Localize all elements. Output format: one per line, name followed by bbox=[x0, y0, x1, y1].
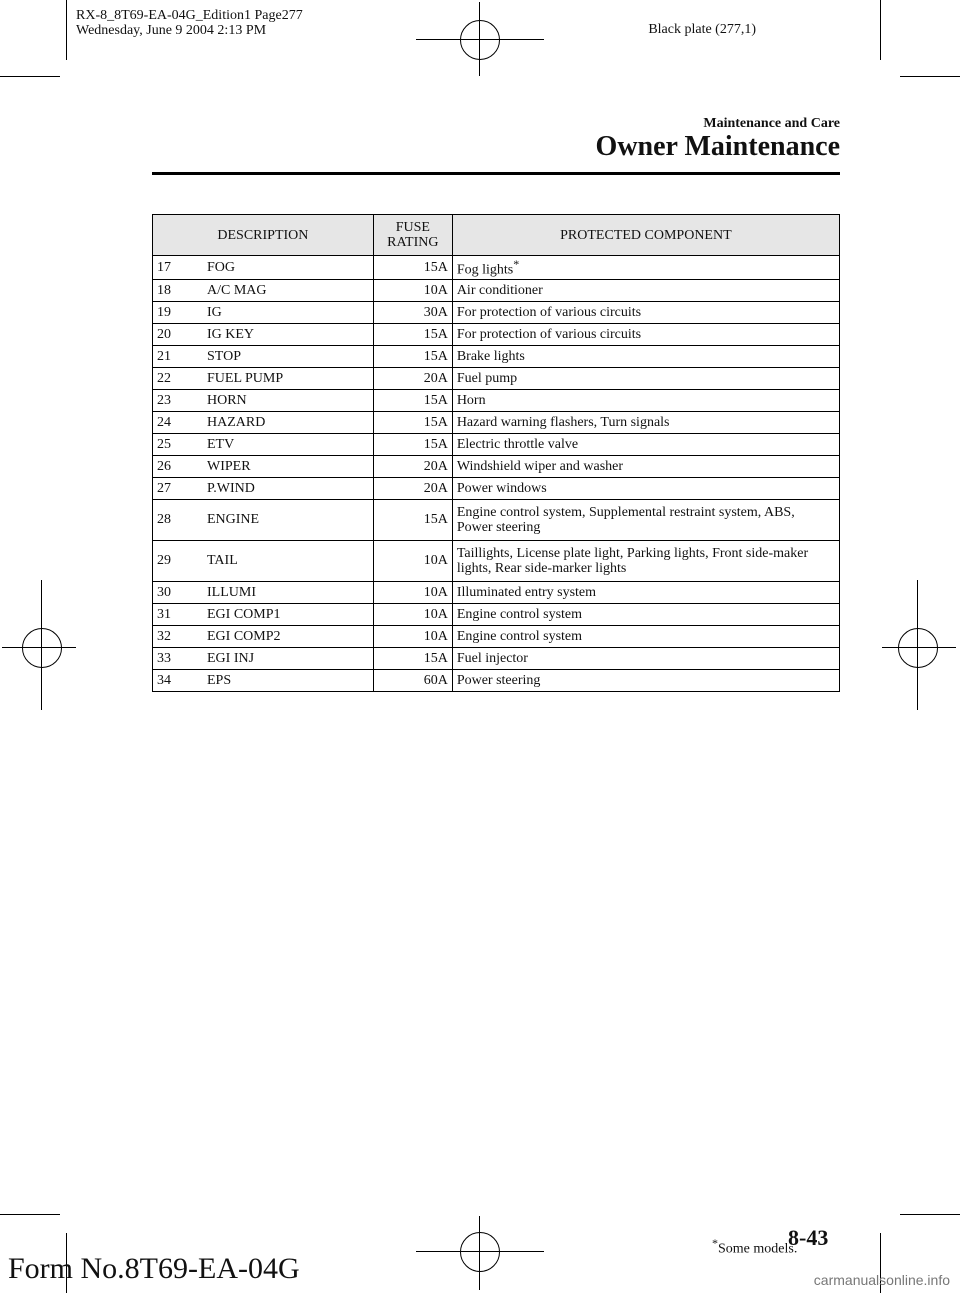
watermark: carmanualsonline.info bbox=[813, 1272, 950, 1288]
print-header-file: RX-8_8T69-EA-04G_Edition1 Page277 bbox=[76, 8, 303, 23]
fuse-description: IG bbox=[203, 301, 373, 323]
fuse-description: ETV bbox=[203, 433, 373, 455]
fuse-description: EGI COMP2 bbox=[203, 625, 373, 647]
fuse-number: 19 bbox=[153, 301, 204, 323]
table-row bbox=[153, 256, 840, 280]
protected-component: Brake lights bbox=[452, 345, 839, 367]
fuse-rating: 15A bbox=[373, 411, 452, 433]
fuse-rating: 15A bbox=[373, 499, 452, 540]
fuse-description: HORN bbox=[203, 389, 373, 411]
plate-label: Black plate (277,1) bbox=[648, 22, 756, 37]
fuse-description: A/C MAG bbox=[203, 279, 373, 301]
protected-component: Illuminated entry system bbox=[452, 581, 839, 603]
fuse-number: 22 bbox=[153, 367, 204, 389]
fuse-rating: 15A bbox=[373, 323, 452, 345]
fuse-description: TAIL bbox=[203, 540, 373, 581]
table-row bbox=[153, 433, 840, 455]
table-row bbox=[153, 323, 840, 345]
protected-component: Electric throttle valve bbox=[452, 433, 839, 455]
fuse-number: 29 bbox=[153, 540, 204, 581]
table-row bbox=[153, 367, 840, 389]
header-protected-component: PROTECTED COMPONENT bbox=[452, 215, 839, 256]
protected-component: Horn bbox=[452, 389, 839, 411]
fuse-description: FOG bbox=[203, 256, 373, 280]
fuse-rating: 20A bbox=[373, 455, 452, 477]
protected-component: For protection of various circuits bbox=[452, 301, 839, 323]
fuse-rating: 10A bbox=[373, 581, 452, 603]
protected-component: Fuel injector bbox=[452, 647, 839, 669]
protected-component: Power windows bbox=[452, 477, 839, 499]
fuse-rating: 10A bbox=[373, 603, 452, 625]
table-row bbox=[153, 345, 840, 367]
fuse-number: 21 bbox=[153, 345, 204, 367]
fuse-description: FUEL PUMP bbox=[203, 367, 373, 389]
crop-mark bbox=[66, 0, 67, 60]
print-header-date: Wednesday, June 9 2004 2:13 PM bbox=[76, 23, 267, 38]
protected-component: Fog lights* bbox=[452, 256, 839, 280]
table-row bbox=[153, 301, 840, 323]
table-row bbox=[153, 581, 840, 603]
fuse-number: 23 bbox=[153, 389, 204, 411]
fuse-description: WIPER bbox=[203, 455, 373, 477]
fuse-rating: 10A bbox=[373, 279, 452, 301]
fuse-rating: 10A bbox=[373, 540, 452, 581]
table-row bbox=[153, 647, 840, 669]
fuse-number: 32 bbox=[153, 625, 204, 647]
protected-component: Engine control system bbox=[452, 603, 839, 625]
table-row bbox=[153, 411, 840, 433]
fuse-rating: 30A bbox=[373, 301, 452, 323]
page-title: Owner Maintenance bbox=[595, 131, 840, 162]
table-row bbox=[153, 625, 840, 647]
print-header bbox=[76, 8, 303, 38]
fuse-description: ENGINE bbox=[203, 499, 373, 540]
fuse-number: 28 bbox=[153, 499, 204, 540]
fuse-description: STOP bbox=[203, 345, 373, 367]
fuse-rating: 15A bbox=[373, 389, 452, 411]
fuse-rating: 15A bbox=[373, 433, 452, 455]
page-number: 8-43 bbox=[788, 1225, 829, 1250]
protected-component: Air conditioner bbox=[452, 279, 839, 301]
fuse-rating: 15A bbox=[373, 647, 452, 669]
table-row bbox=[153, 279, 840, 301]
fuse-table bbox=[152, 214, 840, 692]
fuse-number: 20 bbox=[153, 323, 204, 345]
crop-mark bbox=[0, 76, 60, 77]
table-row bbox=[153, 455, 840, 477]
fuse-description: IG KEY bbox=[203, 323, 373, 345]
table-header-row bbox=[153, 215, 840, 256]
fuse-number: 17 bbox=[153, 256, 204, 280]
protected-component: Engine control system bbox=[452, 625, 839, 647]
protected-component: Hazard warning flashers, Turn signals bbox=[452, 411, 839, 433]
fuse-number: 33 bbox=[153, 647, 204, 669]
section-label: Maintenance and Care bbox=[703, 116, 840, 131]
protected-component: For protection of various circuits bbox=[452, 323, 839, 345]
protected-component: Windshield wiper and washer bbox=[452, 455, 839, 477]
crop-mark bbox=[900, 1214, 960, 1215]
table-row bbox=[153, 389, 840, 411]
protected-component: Taillights, License plate light, Parking lights, Front side-maker lights, Rear side-marker lights bbox=[452, 540, 839, 581]
fuse-rating: 15A bbox=[373, 345, 452, 367]
fuse-rating: 60A bbox=[373, 669, 452, 691]
fuse-description: ILLUMI bbox=[203, 581, 373, 603]
fuse-rating: 20A bbox=[373, 367, 452, 389]
crop-mark bbox=[0, 1214, 60, 1215]
fuse-number: 24 bbox=[153, 411, 204, 433]
crop-mark bbox=[880, 0, 881, 60]
title-rule bbox=[152, 172, 840, 175]
protected-component: Engine control system, Supplemental restraint system, ABS, Power steering bbox=[452, 499, 839, 540]
table-row bbox=[153, 603, 840, 625]
fuse-description: P.WIND bbox=[203, 477, 373, 499]
fuse-rating: 15A bbox=[373, 256, 452, 280]
fuse-number: 26 bbox=[153, 455, 204, 477]
footnote: *Some models. bbox=[712, 1236, 798, 1257]
protected-component: Power steering bbox=[452, 669, 839, 691]
fuse-number: 34 bbox=[153, 669, 204, 691]
protected-component: Fuel pump bbox=[452, 367, 839, 389]
table-row bbox=[153, 669, 840, 691]
fuse-rating: 20A bbox=[373, 477, 452, 499]
fuse-number: 30 bbox=[153, 581, 204, 603]
fuse-description: HAZARD bbox=[203, 411, 373, 433]
fuse-description: EPS bbox=[203, 669, 373, 691]
crop-mark bbox=[900, 76, 960, 77]
header-fuse-rating: FUSE RATING bbox=[373, 215, 452, 256]
table-row bbox=[153, 540, 840, 581]
fuse-number: 31 bbox=[153, 603, 204, 625]
fuse-description: EGI INJ bbox=[203, 647, 373, 669]
header-description: DESCRIPTION bbox=[153, 215, 374, 256]
form-number: Form No.8T69-EA-04G bbox=[8, 1252, 300, 1285]
fuse-number: 18 bbox=[153, 279, 204, 301]
table-row bbox=[153, 477, 840, 499]
fuse-number: 25 bbox=[153, 433, 204, 455]
table-row bbox=[153, 499, 840, 540]
fuse-number: 27 bbox=[153, 477, 204, 499]
fuse-description: EGI COMP1 bbox=[203, 603, 373, 625]
fuse-rating: 10A bbox=[373, 625, 452, 647]
